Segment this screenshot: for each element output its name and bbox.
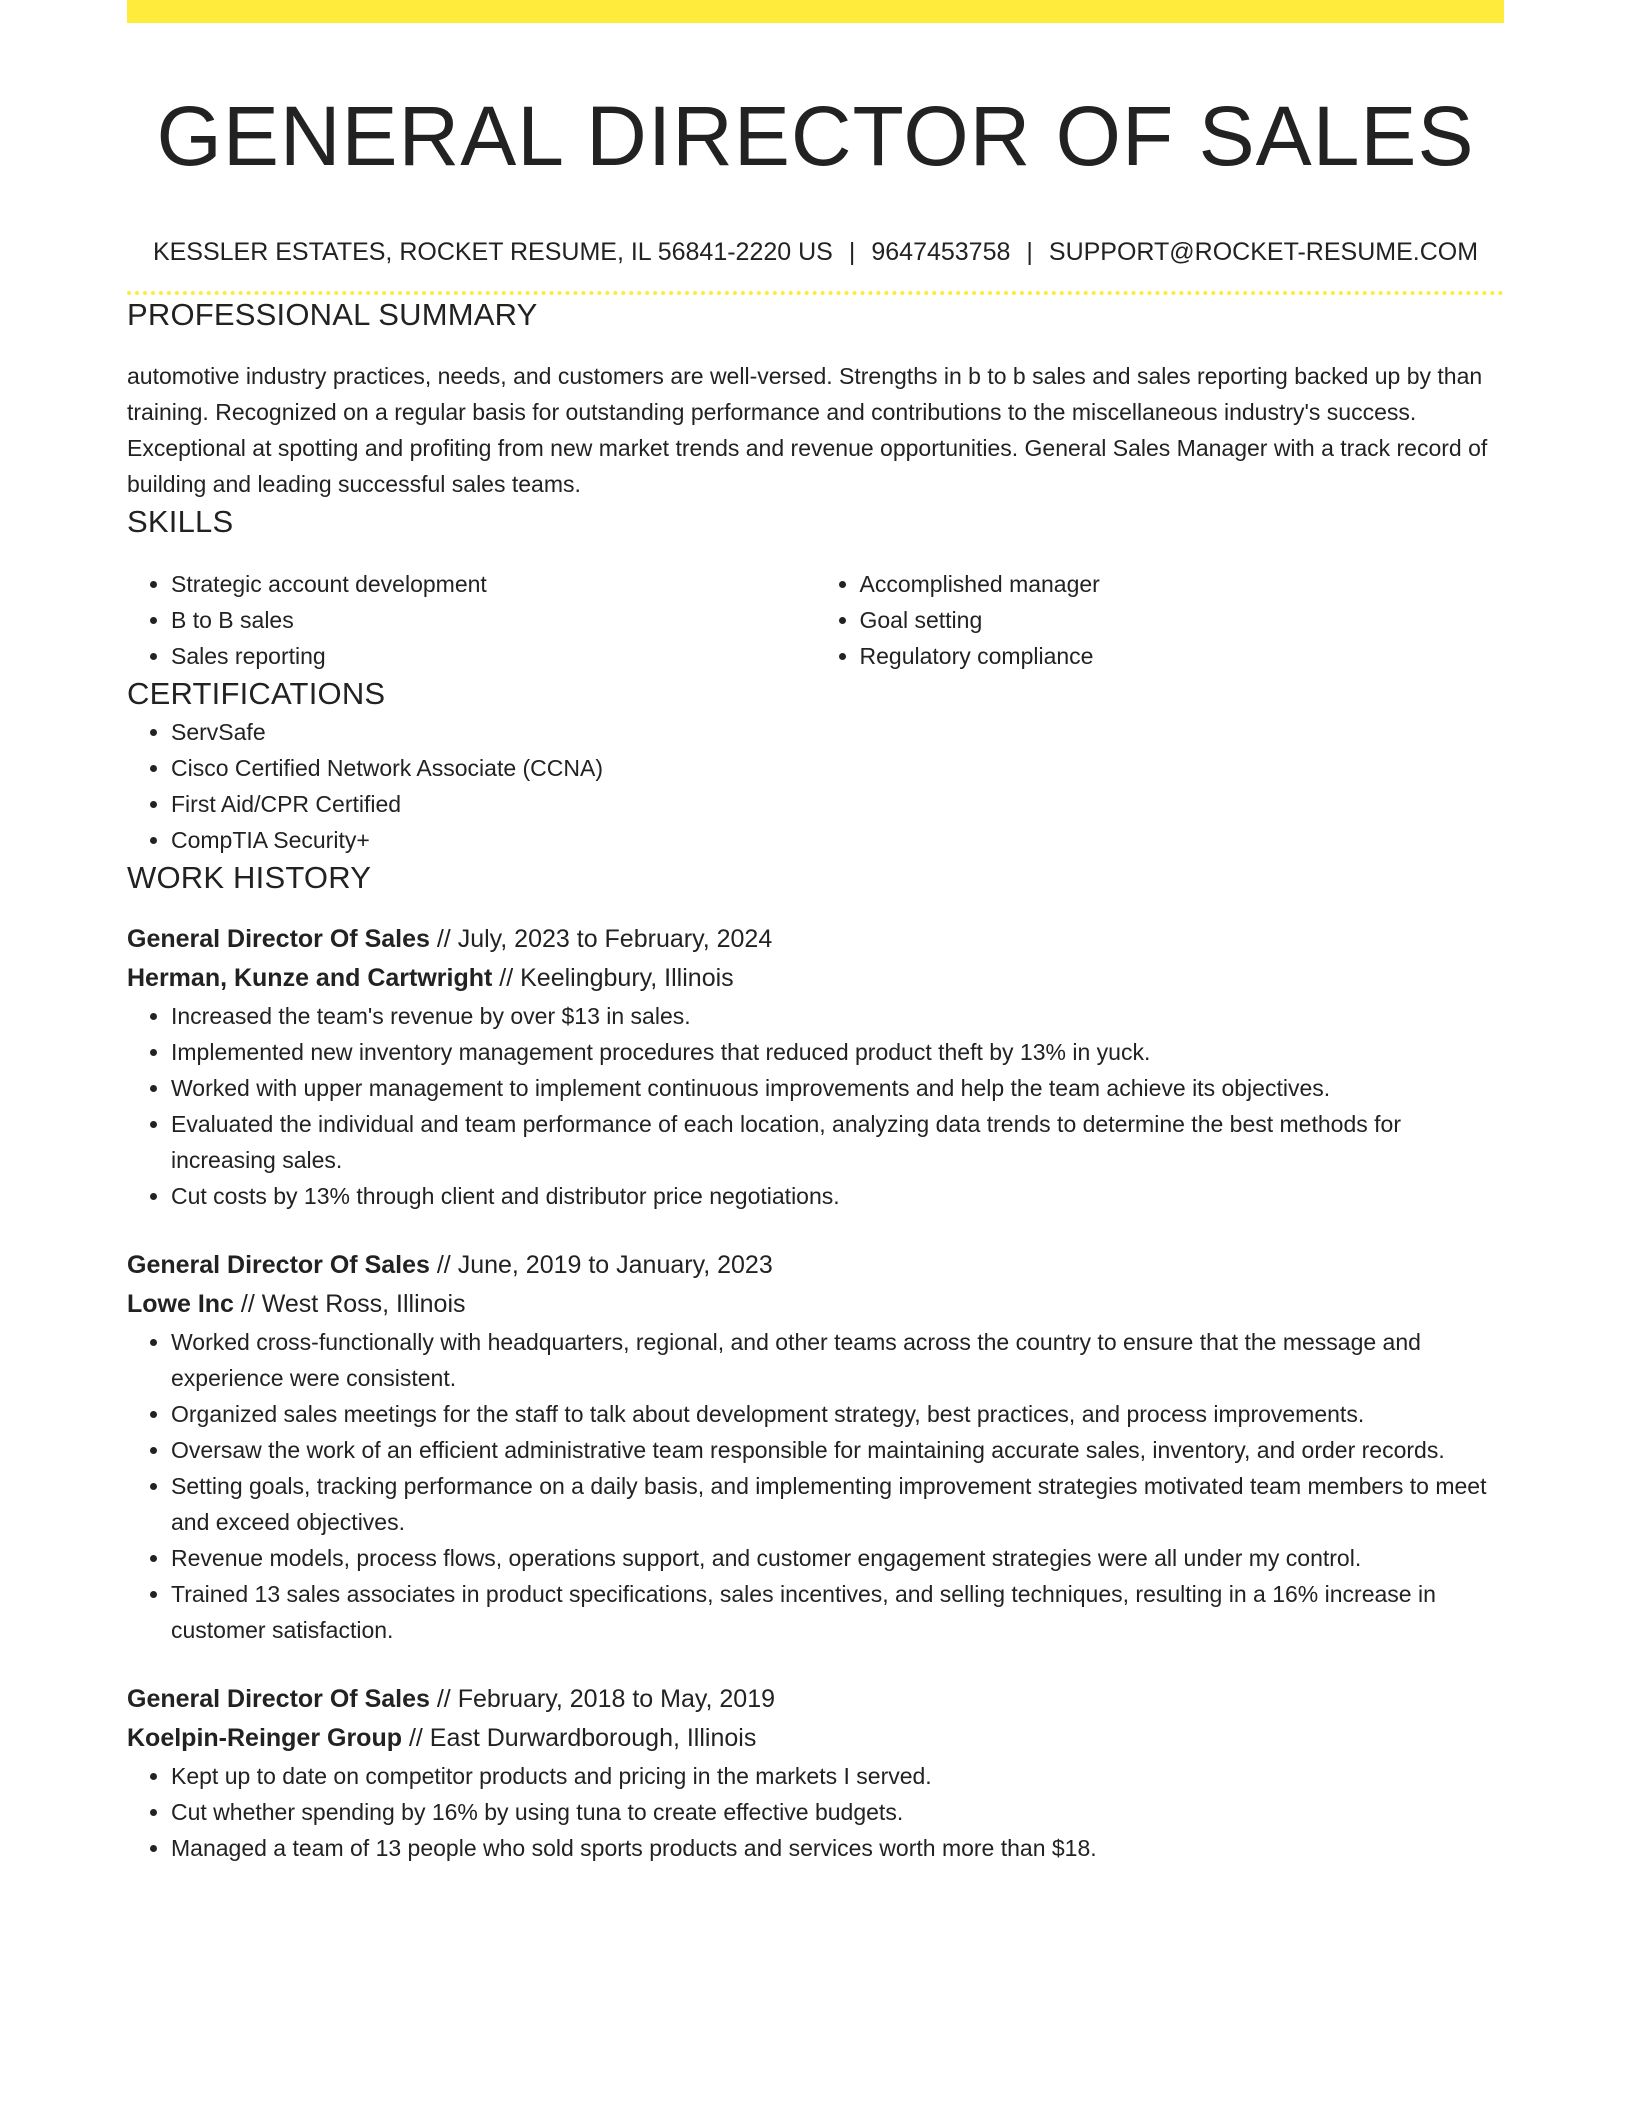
job-location: // Keelingbury, Illinois — [492, 964, 734, 992]
job-bullet: • Cut whether spending by 16% by using tuna to create effective budgets. — [171, 1794, 1504, 1830]
job-company: Koelpin-Reinger Group — [127, 1724, 402, 1752]
job-bullet: • Trained 13 sales associates in product specifications, sales incentives, and selling techniques, resulting in a 16% increase in customer satisfaction. — [171, 1576, 1504, 1648]
skill-item: • Strategic account development — [171, 566, 816, 602]
job-location: // East Durwardborough, Illinois — [402, 1724, 757, 1752]
skill-item: • Accomplished manager — [860, 566, 1505, 602]
job-bullet: • Managed a team of 13 people who sold sports products and services worth more than $18. — [171, 1830, 1504, 1866]
contact-email: SUPPORT@ROCKET-RESUME.COM — [1048, 238, 1479, 266]
job-dates: // June, 2019 to January, 2023 — [429, 1251, 773, 1279]
job-bullets — [127, 1758, 1504, 1866]
job-title-line — [127, 920, 1504, 959]
job-entry — [127, 1680, 1504, 1866]
job-role: General Director Of Sales — [127, 1251, 430, 1279]
certifications-heading: CERTIFICATIONS — [127, 676, 386, 711]
job-title-line — [127, 1680, 1504, 1719]
job-location: // West Ross, Illinois — [233, 1290, 466, 1318]
job-company: Herman, Kunze and Cartwright — [127, 964, 493, 992]
contact-phone: 9647453758 — [871, 238, 1011, 266]
job-bullet: • Kept up to date on competitor products and pricing in the markets I served. — [171, 1758, 1504, 1794]
certification-item: • ServSafe — [171, 714, 1504, 750]
job-company-line — [127, 1285, 1504, 1324]
job-bullet: • Setting goals, tracking performance on a daily basis, and implementing improvement strategies motivated team members to meet and exceed objectives. — [171, 1468, 1504, 1540]
job-role: General Director Of Sales — [127, 925, 430, 953]
skills-heading: SKILLS — [127, 504, 234, 539]
certification-item: • Cisco Certified Network Associate (CCNA) — [171, 750, 1504, 786]
certification-item: • First Aid/CPR Certified — [171, 786, 1504, 822]
accent-bar — [127, 0, 1504, 23]
resume-page — [127, 0, 1504, 1866]
job-bullet: • Worked with upper management to implement continuous improvements and help the team achieve its objectives. — [171, 1070, 1504, 1106]
skill-item: • Regulatory compliance — [860, 638, 1505, 674]
contact-line — [127, 237, 1504, 267]
skill-item: • Sales reporting — [171, 638, 816, 674]
work-history-heading: WORK HISTORY — [127, 860, 372, 895]
job-bullet: • Organized sales meetings for the staff to talk about development strategy, best practices, and process improvements. — [171, 1396, 1504, 1432]
job-entry — [127, 920, 1504, 1214]
resume-name: GENERAL DIRECTOR OF SALES — [156, 89, 1475, 183]
job-company-line — [127, 959, 1504, 998]
job-company: Lowe Inc — [127, 1290, 234, 1318]
job-bullet: • Increased the team's revenue by over $13 in sales. — [171, 998, 1504, 1034]
job-bullet: • Oversaw the work of an efficient administrative team responsible for maintaining accurate sales, inventory, and order records. — [171, 1432, 1504, 1468]
skills-left-list — [127, 566, 816, 674]
job-bullets — [127, 998, 1504, 1214]
certification-item: • CompTIA Security+ — [171, 822, 1504, 858]
summary-text: automotive industry practices, needs, and customers are well-versed. Strengths in b to b sales and sales reporting backed up by than training. Recognized on a regular basis for outstanding performance and contributions to the miscellaneous industry's success. Exceptional at spotting and profiting from new market trends and revenue opportunities. General Sales Manager with a track record of building and leading successful sales teams. — [127, 363, 1488, 497]
job-bullets — [127, 1324, 1504, 1648]
certifications-list — [127, 714, 1504, 858]
contact-address: KESSLER ESTATES, ROCKET RESUME, IL 56841-2220 US — [152, 238, 833, 266]
job-bullet: • Cut costs by 13% through client and distributor price negotiations. — [171, 1178, 1504, 1214]
summary-heading: PROFESSIONAL SUMMARY — [127, 297, 538, 332]
job-title-line — [127, 1246, 1504, 1285]
skills-right-list — [816, 566, 1505, 674]
contact-separator: | — [1026, 238, 1033, 266]
job-company-line — [127, 1719, 1504, 1758]
job-role: General Director Of Sales — [127, 1685, 430, 1713]
job-dates: // February, 2018 to May, 2019 — [429, 1685, 775, 1713]
contact-separator: | — [848, 238, 856, 266]
job-entry — [127, 1246, 1504, 1648]
job-bullet: • Worked cross-functionally with headquarters, regional, and other teams across the country to ensure that the message and experience were consistent. — [171, 1324, 1504, 1396]
job-bullet: • Evaluated the individual and team performance of each location, analyzing data trends to determine the best methods for increasing sales. — [171, 1106, 1504, 1178]
skill-item: • B to B sales — [171, 602, 816, 638]
job-bullet: • Revenue models, process flows, operations support, and customer engagement strategies were all under my control. — [171, 1540, 1504, 1576]
skill-item: • Goal setting — [860, 602, 1505, 638]
job-dates: // July, 2023 to February, 2024 — [429, 925, 773, 953]
job-bullet: • Implemented new inventory management procedures that reduced product theft by 13% in yuck. — [171, 1034, 1504, 1070]
skills-columns — [127, 566, 1504, 674]
